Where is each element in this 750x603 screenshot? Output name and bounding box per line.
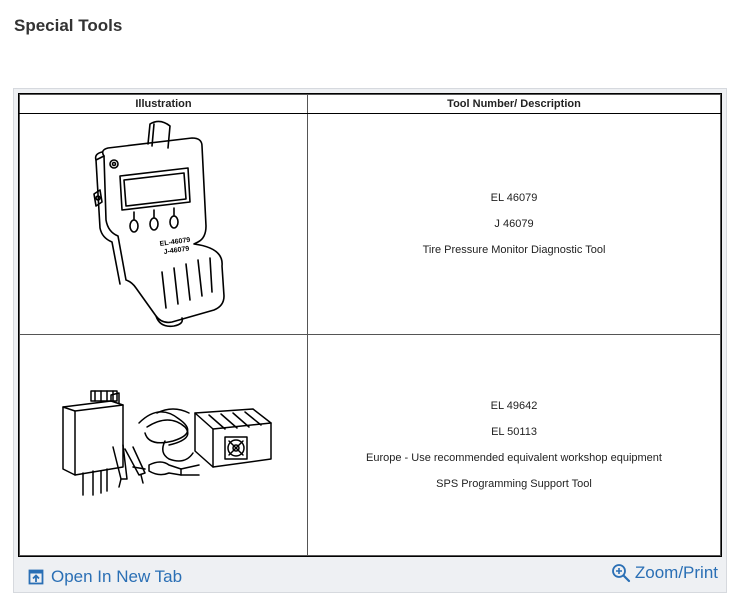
tool-number-el-49642: EL 49642 <box>490 399 538 412</box>
tool-number-el-50113: EL 50113 <box>491 425 537 438</box>
illustration-cell <box>20 114 308 335</box>
table-header-row <box>20 95 721 114</box>
open-in-new-tab-link[interactable] <box>28 567 182 587</box>
figure-footer <box>14 557 726 592</box>
illustration-label-el: EL-46079 <box>158 236 191 248</box>
header-illustration: Illustration <box>20 95 308 114</box>
illustration-label-j: J-46079 <box>162 244 190 256</box>
header-tool-number: Tool Number/ Description <box>308 95 721 114</box>
description-cell <box>308 335 721 556</box>
table-row <box>20 335 721 556</box>
tool-number-el: EL 46079 <box>490 191 538 204</box>
tire-pressure-tool-illustration <box>74 116 254 328</box>
table-row <box>20 114 721 335</box>
zoom-print-link[interactable] <box>611 563 718 583</box>
zoom-print-label: Zoom/Print <box>634 563 718 582</box>
tool-description: Tire Pressure Monitor Diagnostic Tool <box>422 243 606 256</box>
illustration-cell <box>20 335 308 556</box>
tool-description: SPS Programming Support Tool <box>436 477 592 490</box>
open-in-new-tab-label: Open In New Tab <box>51 567 183 586</box>
figure-frame <box>13 88 727 593</box>
zoom-in-icon <box>611 563 631 583</box>
tool-europe-note: Europe - Use recommended equivalent workshop equipment <box>366 451 662 464</box>
sps-programming-support-tool-illustration <box>49 383 279 503</box>
page-title: Special Tools <box>14 16 123 35</box>
tool-number-j: J 46079 <box>494 217 534 230</box>
open-in-new-tab-icon <box>28 569 44 585</box>
special-tools-table <box>18 93 722 557</box>
description-cell <box>308 114 721 335</box>
